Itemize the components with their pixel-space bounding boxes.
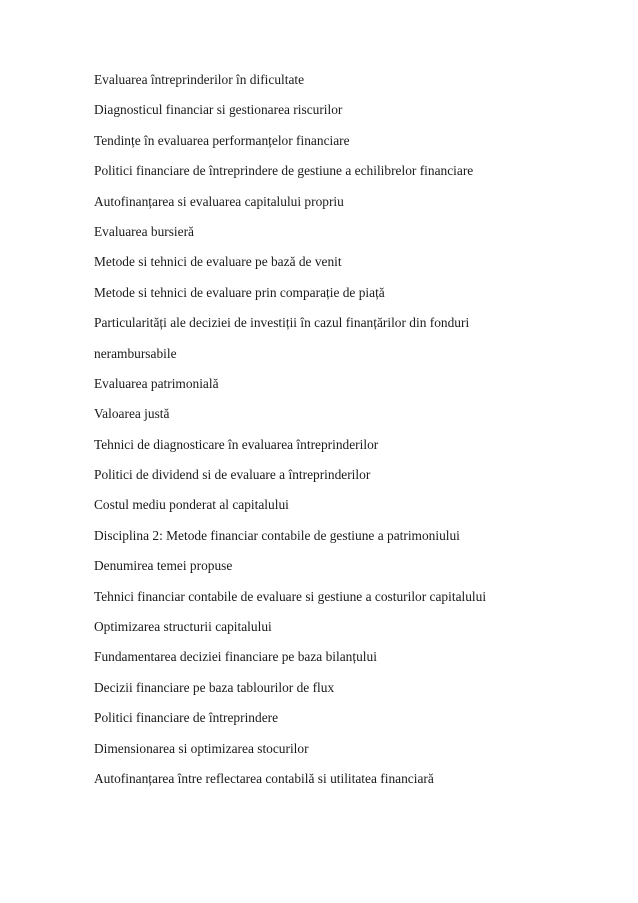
list-item: Optimizarea structurii capitalului — [94, 619, 272, 635]
list-item: Politici financiare de întreprindere de gestiune a echilibrelor financiare — [94, 163, 474, 179]
list-item: Fundamentarea deciziei financiare pe baza bilanțului — [94, 649, 377, 665]
column-heading: Denumirea temei propuse — [94, 558, 233, 574]
list-item: Evaluarea bursieră — [94, 223, 194, 239]
list-item: Particularități ale deciziei de investiții în cazul finanțărilor din fonduri — [94, 315, 470, 331]
list-item: Metode si tehnici de evaluare pe bază de venit — [94, 254, 342, 270]
list-item: Tehnici financiar contabile de evaluare si gestiune a costurilor capitalului — [94, 588, 487, 604]
list-item: Politici financiare de întreprindere — [94, 710, 279, 726]
topic-list — [94, 71, 614, 800]
list-item: Tendințe în evaluarea performanțelor financiare — [94, 132, 350, 148]
list-item: Diagnosticul financiar si gestionarea riscurilor — [94, 102, 343, 118]
list-item: Evaluarea întreprinderilor în dificultate — [94, 72, 305, 87]
list-item: Politici de dividend si de evaluare a întreprinderilor — [94, 467, 371, 483]
list-item: Autofinanțarea între reflectarea contabilă si utilitatea financiară — [94, 770, 434, 786]
list-item: Costul mediu ponderat al capitalului — [94, 497, 289, 513]
list-item: Valoarea justă — [94, 406, 170, 422]
list-item: Evaluarea patrimonială — [94, 375, 219, 391]
list-item: nerambursabile — [94, 345, 177, 361]
list-item: Tehnici de diagnosticare în evaluarea întreprinderilor — [94, 436, 379, 452]
section-heading: Disciplina 2: Metode financiar contabile de gestiune a patrimoniului — [94, 527, 460, 543]
list-item: Decizii financiare pe baza tablourilor de flux — [94, 679, 335, 695]
list-item: Autofinanțarea si evaluarea capitalului propriu — [94, 193, 344, 209]
list-item: Dimensionarea si optimizarea stocurilor — [94, 740, 309, 756]
list-item: Metode si tehnici de evaluare prin comparație de piață — [94, 284, 385, 300]
